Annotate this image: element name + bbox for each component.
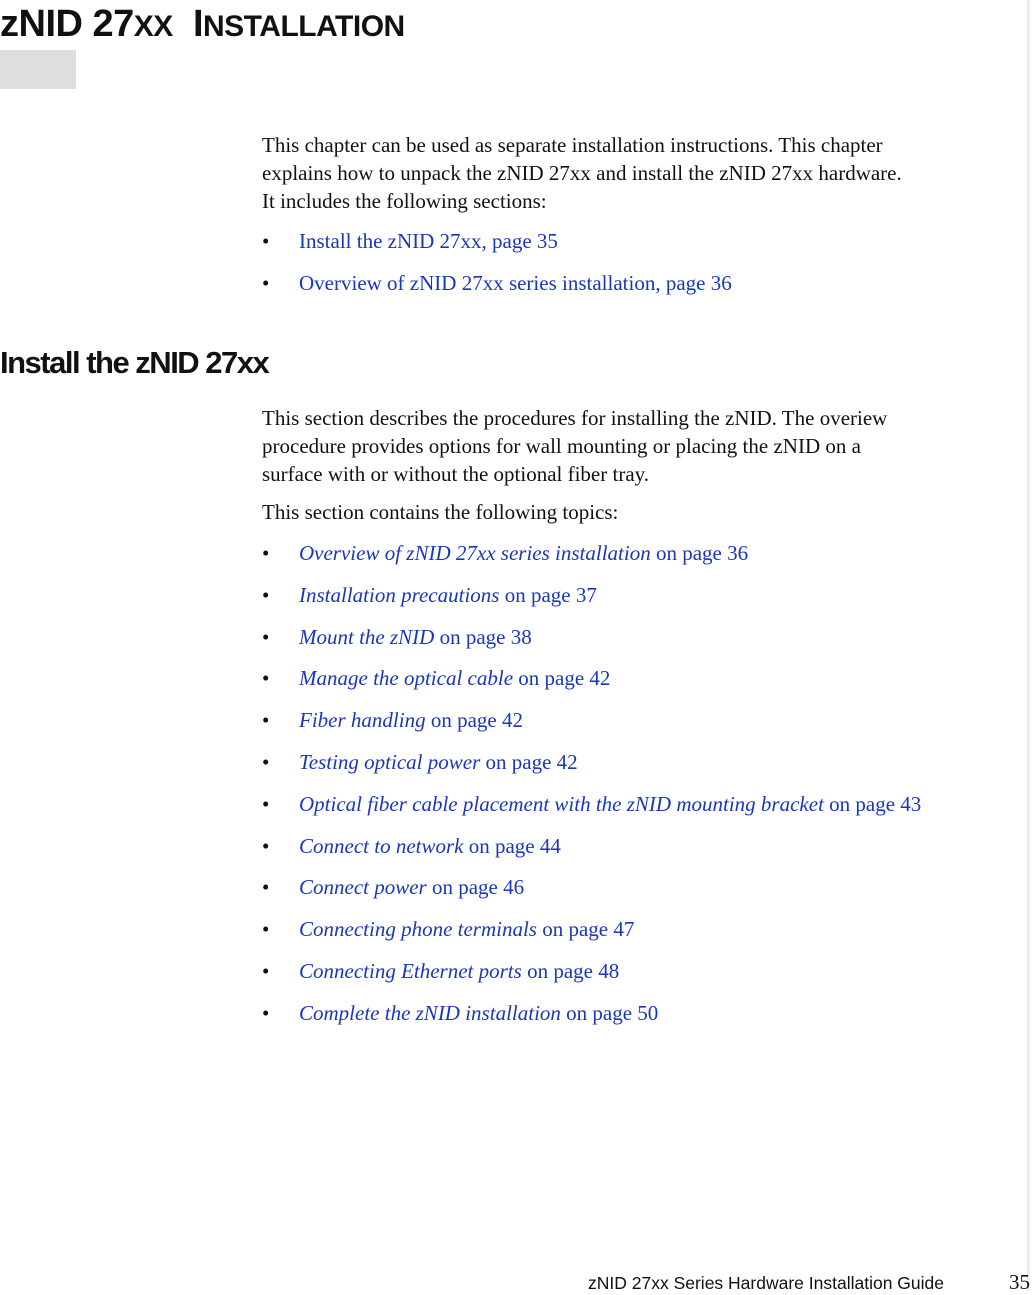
topic-page: on page 36 <box>650 541 749 565</box>
footer-guide-title: zNID 27xx Series Hardware Installation Guide <box>588 1273 944 1293</box>
chapter-title-rest: NSTALLATION <box>203 10 405 43</box>
topic-link[interactable] <box>299 999 658 1027</box>
topic-title: Overview of zNID 27xx series installation <box>299 541 651 565</box>
topics-intro: This section contains the following topics: <box>262 500 619 524</box>
bullet: • <box>262 833 270 858</box>
topic-link[interactable] <box>299 581 597 609</box>
section-heading: Install the zNID 27xx <box>0 345 269 380</box>
topic-link[interactable] <box>299 664 610 692</box>
intro-line-2: explains how to unpack the zNID 27xx and install the zNID 27xx hardware. <box>262 161 902 185</box>
bullet: • <box>262 958 270 983</box>
topic-page: on page 50 <box>560 1000 659 1025</box>
topic-title: Mount the zNID <box>299 624 435 649</box>
topic-title: Connect power <box>299 875 427 900</box>
section-line-2: procedure provides options for wall mounting or placing the zNID on a <box>262 434 861 458</box>
topic-title: Complete the zNID installation <box>299 1000 561 1025</box>
topic-link[interactable] <box>299 957 619 985</box>
bullet: • <box>262 582 270 607</box>
section-link-install[interactable]: Install the zNID 27xx, page 35 <box>299 229 558 253</box>
topic-title: Testing optical power <box>299 749 481 774</box>
chapter-title-initial: I <box>192 3 203 45</box>
topic-link[interactable] <box>299 623 532 651</box>
intro-line-3: It includes the following sections: <box>262 189 547 213</box>
section-link-overview[interactable]: Overview of zNID 27xx series installation, page 36 <box>299 270 732 295</box>
bullet: • <box>262 875 270 900</box>
bullet: • <box>262 229 270 253</box>
intro-line-1: This chapter can be used as separate installation instructions. This chapter <box>262 133 883 157</box>
section-line-1: This section describes the procedures for installing the zNID. The overiew <box>262 406 888 430</box>
topic-page: on page 48 <box>521 958 620 983</box>
topic-link[interactable] <box>299 706 523 734</box>
topic-title: Optical fiber cable placement with the zNID mounting bracket <box>299 791 824 816</box>
topic-link[interactable] <box>299 748 578 776</box>
topic-page: on page 44 <box>463 833 561 858</box>
bullet: • <box>262 1000 270 1025</box>
topic-title: Connect to network <box>299 833 464 858</box>
section-line-3: surface with or without the optional fiber tray. <box>262 462 650 486</box>
bullet: • <box>262 541 270 565</box>
chapter-title-main: zNID 27 <box>0 3 134 45</box>
topic-title: Installation precautions <box>299 582 500 607</box>
bullet: • <box>262 624 270 649</box>
topic-page: on page 46 <box>426 875 525 900</box>
topic-title: Manage the optical cable <box>299 666 514 691</box>
topic-title: Connecting Ethernet ports <box>299 958 522 983</box>
topic-link[interactable] <box>299 539 748 567</box>
topic-link[interactable] <box>299 915 634 943</box>
topic-page: on page 38 <box>434 624 532 649</box>
intro-paragraph <box>262 131 982 215</box>
chapter-title <box>0 2 405 49</box>
chapter-title-xx: XX <box>133 10 173 43</box>
topic-link[interactable] <box>299 832 561 860</box>
topic-title: Fiber handling <box>299 708 426 733</box>
bullet: • <box>262 270 270 295</box>
page-edge-rule <box>1027 0 1030 1291</box>
bullet: • <box>262 708 270 733</box>
bullet: • <box>262 666 270 691</box>
bullet: • <box>262 917 270 942</box>
topic-page: on page 42 <box>480 749 578 774</box>
section-description <box>262 404 982 488</box>
topic-page: on page 43 <box>823 791 922 816</box>
topic-page: on page 37 <box>499 582 597 607</box>
topic-link[interactable] <box>299 873 524 901</box>
footer-page-number: 35 <box>1009 1270 1030 1294</box>
topic-page: on page 42 <box>425 708 523 733</box>
bullet: • <box>262 791 270 816</box>
bullet: • <box>262 749 270 774</box>
topic-page: on page 47 <box>536 917 635 942</box>
topic-link[interactable] <box>299 790 921 818</box>
chapter-tab-marker <box>0 50 76 89</box>
topic-title: Connecting phone terminals <box>299 917 537 942</box>
topic-page: on page 42 <box>513 666 611 691</box>
